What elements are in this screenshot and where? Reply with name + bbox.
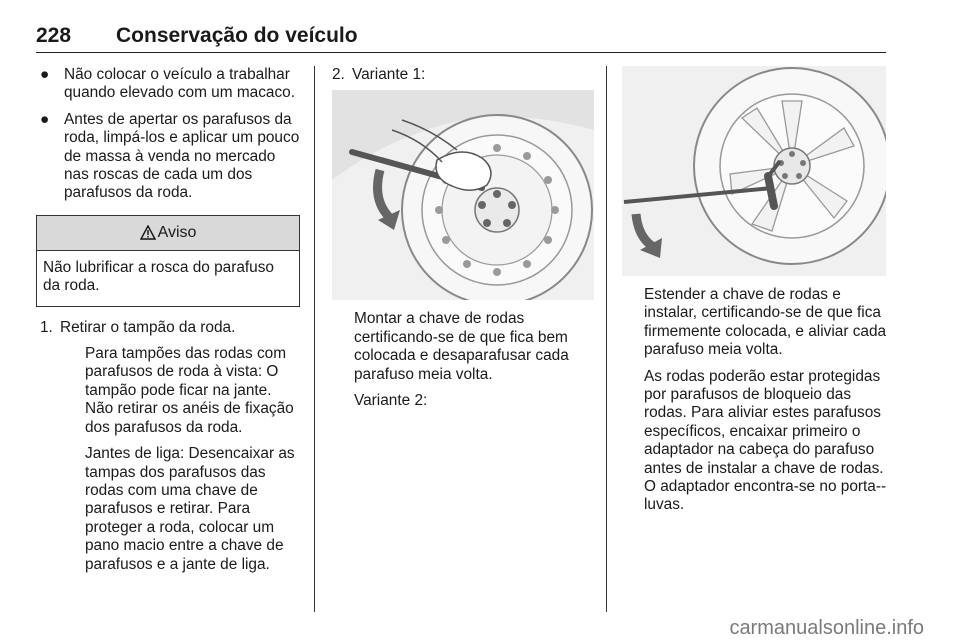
wheel-wrench-illustration	[622, 66, 886, 276]
bullet-icon: ●	[40, 110, 50, 128]
bullet-icon: ●	[40, 66, 50, 83]
column-1	[36, 66, 300, 582]
step-number: 2.	[332, 66, 345, 83]
warning-text: Não lubrificar a rosca do parafuso da roda.	[43, 258, 274, 295]
watermark: carmanualsonline.info	[729, 617, 924, 639]
step-2	[332, 66, 594, 84]
variant-2-description	[622, 286, 888, 515]
paragraph: Estender a chave de rodas e instalar, certificando-se de que fica firmemente colocada, e aliviar cada parafuso meia volta.	[644, 286, 887, 359]
step-paragraph: Jantes de liga: Desencaixar as tampas dos parafusos das rodas com uma chave de parafusos e retirar. Para proteger a roda, colocar um pano macio entre a chave de parafusos e a jante de liga.	[85, 445, 295, 573]
wheel-illustration-1	[332, 90, 594, 300]
step-1	[36, 319, 300, 574]
column-divider	[606, 66, 607, 612]
step-paragraph: Para tampões das rodas com parafusos de roda à vista: O tampão pode ficar na jante. Não retirar os anéis de fixação dos parafusos da roda.	[85, 345, 294, 436]
bullet-text: Antes de apertar os parafusos da roda, limpá-los e aplicar um pouco de massa à venda no mercado nas roscas de cada um dos parafusos da roda.	[64, 110, 300, 202]
list-item	[36, 66, 300, 103]
warning-header	[37, 216, 299, 251]
wheel-wrench-illustration	[332, 90, 594, 300]
step-title: Retirar o tampão da roda.	[60, 318, 236, 336]
list-item	[36, 111, 300, 203]
page-title: Conservação do veículo	[116, 24, 358, 47]
wheel-illustration-2	[622, 66, 886, 276]
warning-triangle-icon	[140, 225, 156, 240]
page-number: 228	[36, 24, 72, 47]
paragraph: As rodas poderão estar protegidas por parafusos de bloqueio das rodas. Para aliviar estes parafusos específicos, encaixar primeiro o adaptador na cabeça do parafuso antes de instalar a chave de rodas. O adaptador encontra-se no porta--luvas.	[644, 367, 887, 514]
column-2	[332, 66, 594, 418]
step-number: 1.	[40, 318, 53, 336]
step-2-description	[332, 310, 594, 410]
column-3	[622, 66, 888, 523]
warning-box	[36, 215, 300, 307]
step-paragraph: Variante 2:	[354, 392, 428, 410]
step-title: Variante 1:	[352, 66, 426, 83]
bullet-text: Não colocar o veículo a trabalhar quando elevado com um macaco.	[64, 66, 295, 102]
warning-title: Aviso	[157, 223, 197, 241]
step-paragraph: Montar a chave de rodas certificando-se de que fica bem colocada e desaparafusar cada parafuso meia volta.	[354, 310, 569, 383]
column-divider	[314, 66, 315, 612]
page-header	[36, 22, 886, 53]
